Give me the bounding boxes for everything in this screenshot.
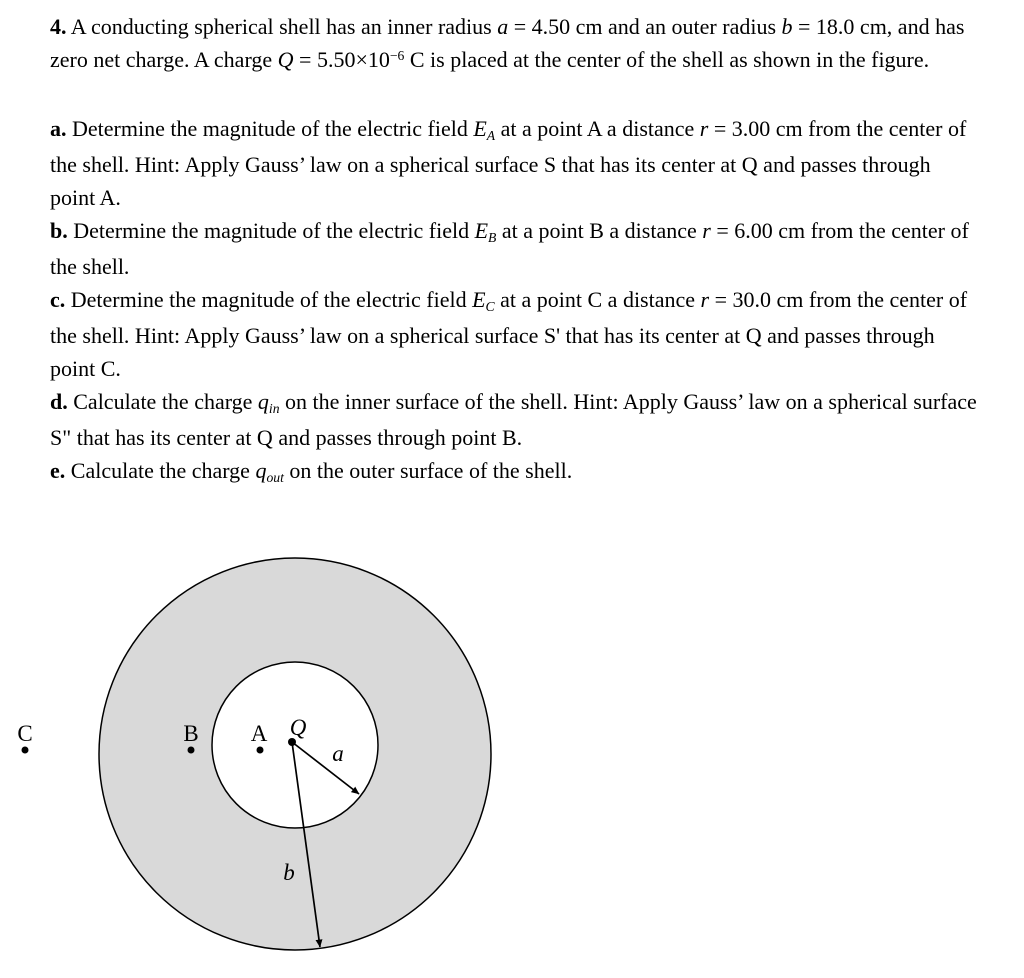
shell-figure-svg: [0, 553, 1024, 973]
radius-label-a: a: [332, 741, 344, 766]
paragraph-part-c: c. Determine the magnitude of the electric field EC at a point C a distance r = 30.0 cm from the center of the shell. Hint: Apply Gauss’ law on a spherical surface S' that has its center at Q and passes through point C.: [50, 287, 968, 381]
point-label-c: C: [17, 721, 33, 746]
point-dot-c: [22, 747, 29, 754]
problem-text: [50, 10, 978, 490]
point-label-b: B: [183, 721, 199, 746]
point-label-q: Q: [289, 715, 307, 740]
paragraph-part-d: d. Calculate the charge qin on the inner surface of the shell. Hint: Apply Gauss’ law on a spherical surface S" that has its center at Q and passes through point B.: [50, 389, 977, 450]
paragraph-part-e: e. Calculate the charge qout on the outer surface of the shell.: [50, 458, 573, 485]
paragraph-part-b: b. Determine the magnitude of the electric field EB at a point B a distance r = 6.00 cm from the center of the shell.: [50, 218, 969, 279]
point-dot-a: [257, 747, 264, 754]
paragraph-intro: 4. A conducting spherical shell has an inner radius a = 4.50 cm and an outer radius b = 18.0 cm, and has zero net charge. A charge $Q = 5.50\times 10^{-6}$ C is placed at the center of the shell as shown in the figure.: [50, 14, 965, 72]
shell-figure: [0, 553, 1024, 973]
paragraph-part-a: a. Determine the magnitude of the electric field EA at a point A a distance r = 3.00 cm from the center of the shell. Hint: Apply Gauss’ law on a spherical surface S that has its center at Q and passes through point A.: [50, 116, 967, 210]
point-dot-b: [188, 747, 195, 754]
radius-label-b: b: [283, 860, 295, 885]
point-label-a: A: [250, 721, 268, 746]
